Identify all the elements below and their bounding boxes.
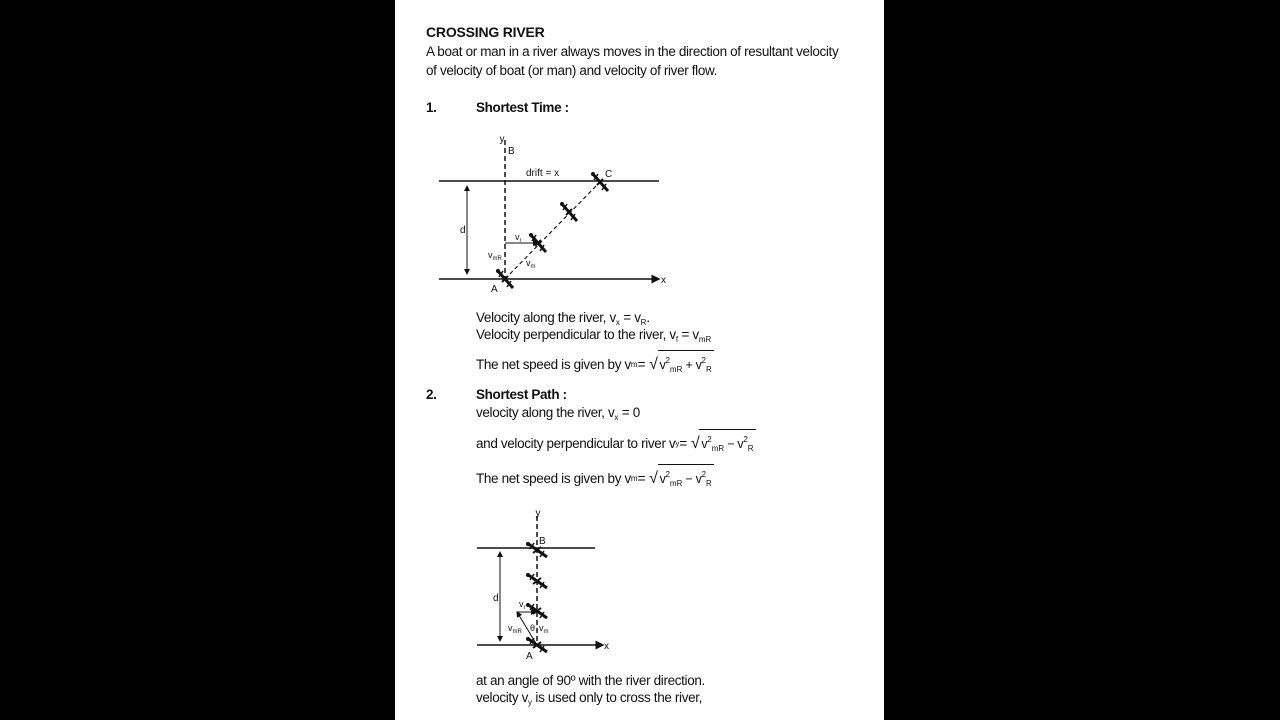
- swimmer-figure: [496, 172, 608, 288]
- v-mr-label: $v_{mR}$: [488, 250, 502, 262]
- point-b-label: B: [508, 146, 515, 157]
- section-heading: CROSSING RIVER: [426, 24, 545, 40]
- v-m-label: $v_m$: [539, 623, 549, 635]
- y-axis-label: y: [499, 134, 505, 145]
- v-m-label: $v_m$: [526, 258, 536, 270]
- s2-velocity-along-river: velocity along the river, $v_x = 0$: [476, 405, 640, 422]
- section-1-number: 1.: [426, 100, 437, 115]
- document-page: [395, 0, 884, 720]
- s1-velocity-perpendicular: Velocity perpendicular to the river, $v_f = v_{mR}$: [476, 327, 712, 344]
- s2-vy-note: velocity $v_y$ is used only to cross the river,: [476, 690, 703, 707]
- intro-line-2: of velocity of boat (or man) and velocity of river flow.: [426, 63, 718, 78]
- x-axis-label: x: [604, 641, 609, 652]
- resultant-path-dashed: [505, 182, 600, 279]
- section-2-title: Shortest Path :: [476, 387, 567, 402]
- s1-velocity-along-river: Velocity along the river, $v_x = v_R$.: [476, 310, 650, 327]
- point-b-label: B: [539, 536, 546, 547]
- drift-label: drift = x: [526, 168, 560, 179]
- width-d-label: d: [493, 593, 499, 604]
- v-r-label: $v_r$: [515, 232, 522, 244]
- intro-line-1: A boat or man in a river always moves in the direction of resultant velocity: [426, 44, 839, 59]
- point-a-label: A: [491, 284, 498, 295]
- s2-net-speed-formula: The net speed is given by v m = √ $v^2_{mR} - v^2_R$: [476, 464, 714, 493]
- v-r-label: $v_r$: [519, 599, 526, 611]
- width-d-label: d: [460, 225, 466, 236]
- s2-velocity-perpendicular: and velocity perpendicular to river v y = √ $v^2_{mR} - v^2_R$: [476, 429, 756, 458]
- point-c-label: C: [605, 169, 613, 180]
- y-axis-label: y: [535, 508, 541, 519]
- v-mr-label: $v_{mR}$: [508, 623, 522, 635]
- section-1-title: Shortest Time :: [476, 100, 569, 115]
- s2-angle-note: at an angle of 90º with the river direction.: [476, 673, 705, 688]
- shortest-path-diagram: [473, 506, 623, 662]
- theta-label: θ: [530, 623, 536, 633]
- section-2-number: 2.: [426, 387, 437, 402]
- x-axis-label: x: [661, 275, 666, 286]
- shortest-time-diagram: [435, 130, 675, 300]
- s1-net-speed-formula: The net speed is given by v m = √ $v^2_{mR} + v^2_R$: [476, 350, 714, 379]
- point-a-label: A: [526, 651, 533, 662]
